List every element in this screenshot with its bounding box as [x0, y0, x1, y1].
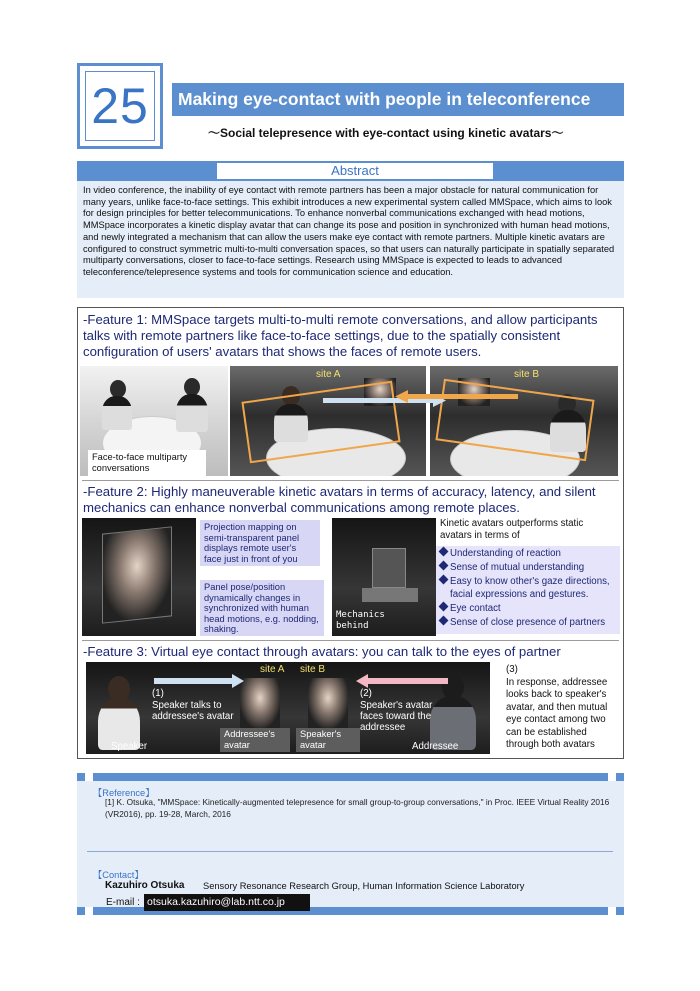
contact-group: Sensory Resonance Research Group, Human Information Science Laboratory [203, 881, 525, 891]
diamond-bullet-icon [439, 561, 449, 571]
divider [82, 640, 619, 641]
feature3-site-b-label: site B [300, 664, 326, 675]
step3-number: (3) [506, 664, 518, 675]
poster-subtitle: ～Social telepresence with eye-contact using kinetic avatars～ [208, 126, 564, 140]
speaker-label: Speaker [111, 741, 148, 752]
advantage-item: Eye contact [440, 603, 501, 615]
feature1-heading: -Feature 1: MMSpace targets multi-to-multi remote conversations, and allow participants talks with remote partners like face-to-face settings, due to the spatially consistent configuration of users' avatars that shows the faces of remote users. [83, 312, 598, 359]
email-address[interactable]: otsuka.kazuhiro@lab.ntt.co.jp [144, 894, 310, 911]
link-arrow-orange [408, 394, 518, 399]
abstract-text: In video conference, the inability of eye contact with remote partners has been a major obstacle for natural communication for many years, unlike face-to-face settings. This exhibit introduces a new experimental system called MMSpace, which aims to look for design principles for better telecommunications. To enhance nonverbal communications exchanged with head motions, MMSpace incorporates a kinetic display avatar that can change its pose and position in synchronized with human head motions, and newly integrated a mechanism that can allow the users make eye contact with remote partners. Multiple kinetic avatars are configured to construct symmetric multi-to-multi conversation spaces, so that users can naturally participate in spatially separated multiparty conversations, closer to face-to-face settings. Research using MMSpace is expected to leads to advanced teleconference/telepresence systems and tools for communication science and education. [77, 181, 624, 298]
speaker-gaze-arrow [154, 678, 232, 684]
projected-face [102, 526, 172, 623]
advantage-item: Sense of mutual understanding [440, 562, 584, 574]
stripe-notch [608, 773, 616, 781]
reference-divider [87, 851, 613, 852]
step2-text: Speaker's avatar faces toward the addressee [360, 700, 433, 733]
exhibit-number: 25 [91, 78, 149, 134]
email-label: E-mail : [106, 897, 140, 908]
contact-name: Kazuhiro Otsuka [105, 880, 185, 891]
person-body [176, 394, 208, 432]
avatar-frame-b [437, 380, 594, 460]
diamond-bullet-icon [439, 575, 449, 585]
face-to-face-photo [80, 366, 228, 476]
face-to-face-caption: Face-to-face multiparty conversations [88, 450, 206, 476]
stripe-notch [608, 907, 616, 915]
speaker-avatar-screen [308, 678, 348, 728]
step2-number: (2) [360, 688, 372, 699]
features-panel [77, 307, 624, 759]
advantages-panel [436, 546, 620, 634]
mechanics-label: Mechanics behind [336, 610, 385, 631]
panel-pose-callout: Panel pose/position dynamically changes in synchronized with human head motions, e.g. nodding, shaking. [200, 580, 324, 636]
step1-text: Speaker talks to addressee's avatar [152, 700, 234, 722]
configuration-overlay [228, 364, 620, 478]
diamond-bullet-icon [439, 602, 449, 612]
stripe-notch [85, 907, 93, 915]
projection-panel-photo [82, 518, 196, 636]
exhibit-number-box [77, 63, 163, 149]
avatar-gaze-arrow [368, 678, 448, 684]
speaker-gaze-arrow-head [232, 674, 244, 688]
addressee-label: Addressee [412, 741, 459, 752]
reference-text: [1] K. Otsuka, "MMSpace: Kinetically-augmented telepresence for small group-to-group conversations," in Proc. IEEE Virtual Reality 2016 (VR2016), pp. 19-28, March, 2016 [105, 797, 610, 819]
feature1-site-b-label: site B [514, 369, 540, 380]
top-stripe [77, 773, 624, 781]
step1-number: (1) [152, 688, 164, 699]
diamond-bullet-icon [439, 547, 449, 557]
projection-callout: Projection mapping on semi-transparent panel displays remote user's face just in front of you [200, 520, 320, 566]
divider [82, 480, 619, 481]
poster-title: Making eye-contact with people in teleconference [172, 83, 624, 116]
feature3-heading: -Feature 3: Virtual eye contact through avatars: you can talk to the eyes of partner [83, 644, 561, 659]
advantage-item: Sense of close presence of partners [440, 617, 605, 629]
person-body [102, 396, 132, 430]
actuator-unit [372, 548, 406, 588]
advantage-item-continued: facial expressions and gestures. [450, 589, 589, 600]
kinetic-intro: Kinetic avatars outperforms static avatars in terms of [440, 518, 584, 541]
actuator-base [362, 588, 418, 602]
abstract-header-bar [77, 161, 624, 181]
stripe-notch [85, 773, 93, 781]
avatar-frame-a [243, 382, 400, 462]
addressee-avatar-label: Addressee's avatar [220, 728, 290, 752]
advantage-item: Easy to know other's gaze directions, [440, 576, 610, 588]
step3-text: In response, addressee looks back to speaker's avatar, and then mutual eye contact among two can be established through both avatars [506, 677, 608, 751]
avatar-gaze-arrow-head [356, 674, 368, 688]
speaker-avatar-label: Speaker's avatar [296, 728, 360, 752]
diamond-bullet-icon [439, 616, 449, 626]
reference-label: 【Reference】 [93, 788, 155, 798]
feature1-site-a-label: site A [316, 369, 341, 380]
advantage-item: Understanding of reaction [440, 548, 561, 560]
contact-label: 【Contact】 [93, 870, 144, 880]
feature3-site-a-label: site A [260, 664, 285, 675]
feature2-heading: -Feature 2: Highly maneuverable kinetic avatars in terms of accuracy, latency, and silent mechanics can enhance nonverbal communications among remote places. [83, 484, 596, 515]
mechanics-photo [332, 518, 436, 636]
abstract-label: Abstract [217, 163, 493, 179]
